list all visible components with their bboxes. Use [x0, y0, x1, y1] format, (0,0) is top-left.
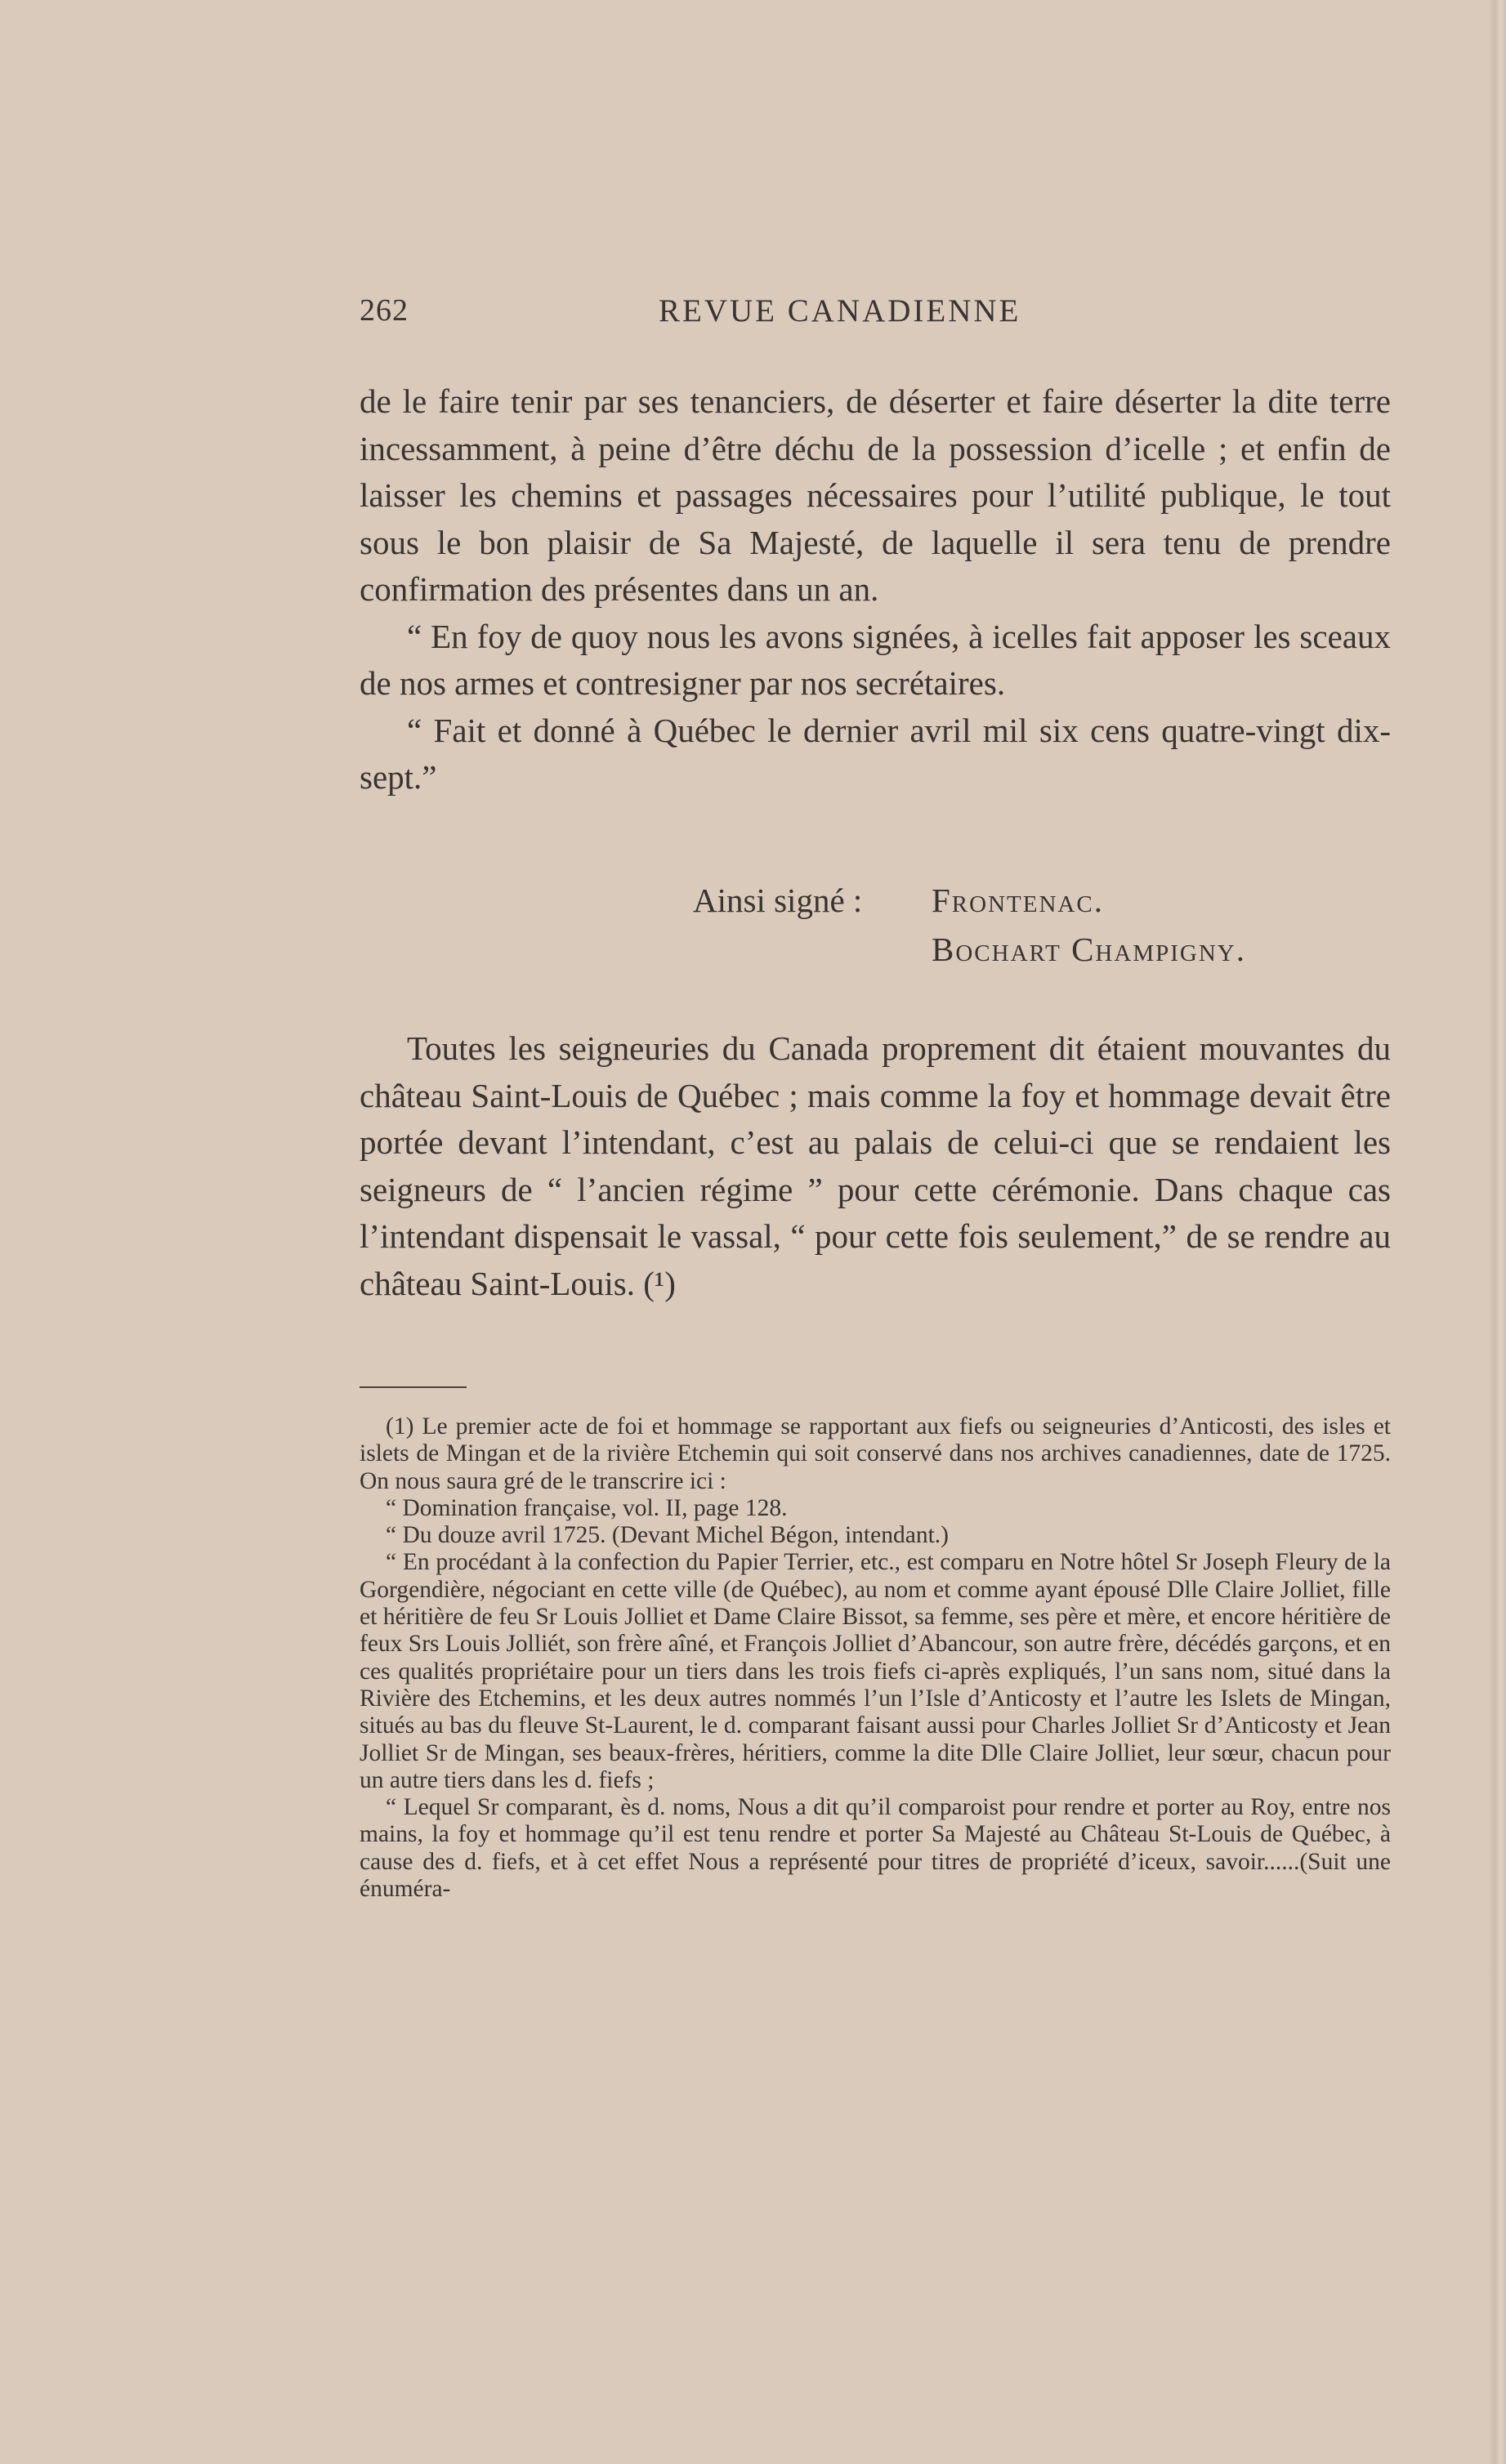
page-header: [360, 292, 1177, 341]
paragraph-2: “ En foy de quoy nous les avons signées, à icelles fait apposer les sceaux de nos armes et contresigner par nos secrétaires.: [360, 617, 1391, 702]
main-text-bottom: [360, 1025, 1391, 1307]
footnote-1: (1) Le premier acte de foi et hommage se rapportant aux fiefs ou seigneuries d’Anticosti, des isles et islets de Mingan et de la rivière Etchemin qui soit conservé dans nos archives canadiennes, date de 1725. On nous saura gré de le transcrire ici :: [360, 1413, 1391, 1494]
signature-champigny: Bochart Champigny.: [932, 931, 1246, 968]
paragraph-4: Toutes les seigneuries du Canada proprement dit étaient mouvantes du château Saint-Louis de Québec ; mais comme la foy et hommage devait être portée devant l’intendant, c’est au palais de celui-ci que se rendaient les seigneurs de “ l’ancien régime ” pour cette cérémonie. Dans chaque cas l’intendant dispensait le vassal, “ pour cette fois seulement,” de se rendre au château Saint-Louis. (¹): [360, 1029, 1391, 1302]
footnotes: [360, 1413, 1391, 1903]
signature-block: [693, 881, 1347, 979]
signature-line-1: [693, 881, 1347, 930]
page-edge: [1488, 0, 1506, 2464]
paragraph-3: “ Fait et donné à Québec le dernier avril mil six cens quatre-vingt dix-sept.”: [360, 711, 1391, 796]
main-text-top: [360, 378, 1391, 801]
signature-line-2: [693, 930, 1347, 979]
footnote-line-5: “ Lequel Sr comparant, ès d. noms, Nous a dit qu’il comparoist pour rendre et porter au Roy, entre nos mains, la foy et hommage qu’il est tenu rendre et porter Sa Majesté au Château St-Louis de Québec, à cause des d. fiefs, et à cet effet Nous a représenté pour titres de propriété d’iceux, savoir......(Suit une énuméra-: [360, 1794, 1391, 1903]
footnote-rule: [360, 1386, 467, 1388]
footnote-line-4: “ En procédant à la confection du Papier Terrier, etc., est comparu en Notre hôtel Sr Joseph Fleury de la Gorgendière, négociant en cette ville (de Québec), au nom et comme ayant épousé Dlle Claire Jolliet, fille et héritière de feu Sr Louis Jolliet et Dame Claire Bissot, sa femme, ses père et mère, et encore héritière de feux Srs Louis Jolliét, son frère aîné, et François Jolliet d’Abancour, son autre frère, décédés garçons, et en ces qualités propriétaire pour un tiers dans les trois fiefs ci-après expliqués, l’un sans nom, situé dans la Rivière des Etchemins, et les deux autres nommés l’un l’Isle d’Anticosty et l’autre les Islets de Mingan, situés au bas du fleuve St-Laurent, le d. comparant faisant aussi pour Charles Jolliet Sr d’Anticosty et Jean Jolliet Sr de Mingan, ses beaux-frères, héritiers, comme la dite Dlle Claire Jolliet, leur sœur, chacun pour un autre tiers dans les d. fiefs ;: [360, 1549, 1391, 1793]
footnote-line-3: “ Du douze avril 1725. (Devant Michel Bégon, intendant.): [386, 1522, 949, 1549]
signature-label: Ainsi signé :: [693, 882, 863, 919]
signature-frontenac: Frontenac.: [932, 882, 1104, 919]
running-head: REVUE CANADIENNE: [659, 293, 1021, 328]
page-number: 262: [360, 293, 409, 328]
footnote-line-2: “ Domination française, vol. II, page 128.: [386, 1494, 788, 1521]
paragraph-1: de le faire tenir par ses tenanciers, de déserter et faire déserter la dite terre incessamment, à peine d’être déchu de la possession d’icelle ; et enfin de laisser les chemins et passages nécessaires pour l’utilité publique, le tout sous le bon plaisir de Sa Majesté, de laquelle il sera tenu de prendre confirmation des présentes dans un an.: [360, 382, 1391, 608]
